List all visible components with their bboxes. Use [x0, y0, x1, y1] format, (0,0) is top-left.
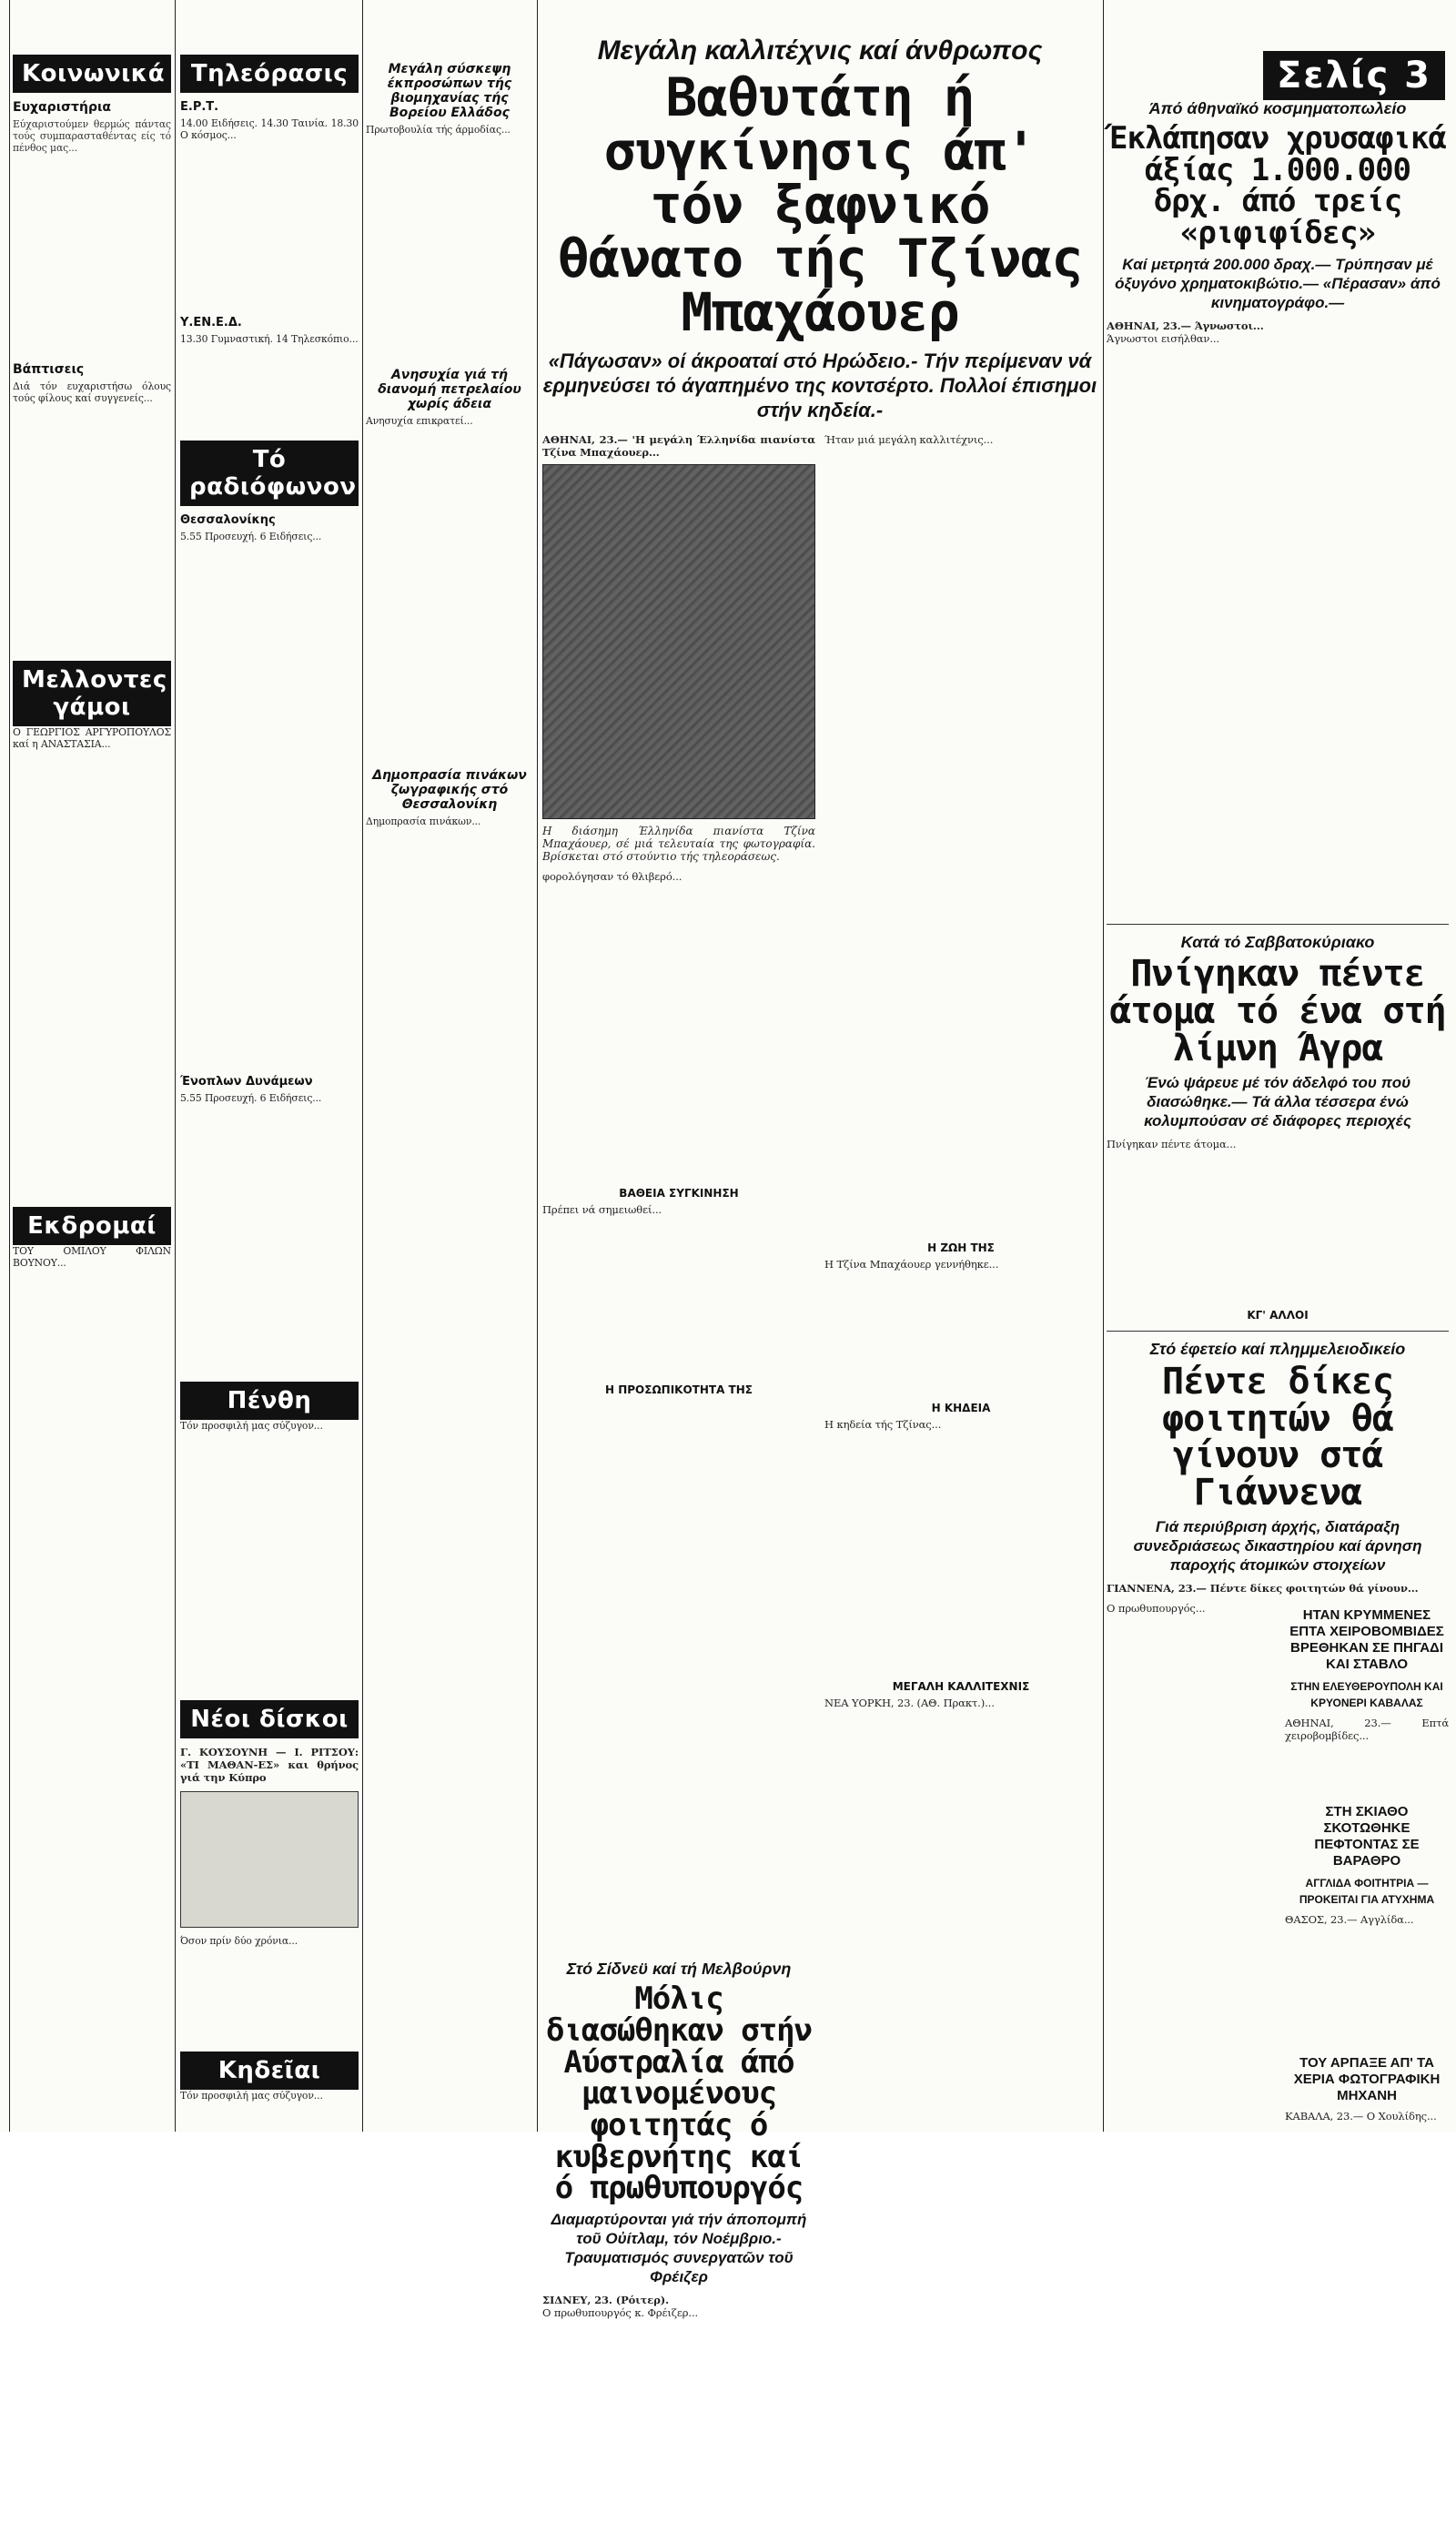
column-rule	[1103, 0, 1104, 2132]
body-text: Δημοπρασία πινάκων...	[366, 816, 481, 827]
story-kicker: Άπό άθηναϊκό κοσμηματοπωλείο	[1148, 99, 1407, 117]
right-column	[1107, 100, 1449, 2210]
tv-schedule: 13.30 Γυμναστική. 14 Τηλεσκόπιο...	[180, 333, 359, 345]
section-header: Κοινωνικά	[13, 55, 171, 93]
box-subhead: ΑΓΓΛΙΔΑ ΦΟΙΤΗΤΡΙΑ — ΠΡΟΚΕΙΤΑΙ ΓΙΑ ΑΤΥΧΗΜΑ	[1299, 1876, 1435, 1906]
box-headline: ΣΤΗ ΣΚΙΑΘΟ ΣΚΟΤΩΘΗΚΕ ΠΕΦΤΟΝΤΑΣ ΣΕ ΒΑΡΑΘΡΟ	[1314, 1803, 1420, 1869]
section-subhead: Ευχαριστήρια	[13, 100, 112, 115]
body-text: Άγνωστοι εισήλθαν...	[1107, 331, 1219, 345]
article-subhead: Ανησυχία γιά τή διανομή πετρελαίου χωρίς άδεια	[378, 368, 521, 411]
box-subhead: ΣΤΗΝ ΕΛΕΥΘΕΡΟΥΠΟΛΗ ΚΑΙ ΚΡΥΟΝΕΡΙ ΚΑΒΑΛΑΣ	[1290, 1679, 1443, 1709]
article-subhead: Η ΚΗΔΕΙΑ	[931, 1402, 991, 1415]
story-deck: «Πάγωσαν» οί άκροαταί στό Ηρώδειο.- Τήν περίμεναν νά ερμηνεύσει τό άγαπημένο της κοντσέρτο. Πολλοί έπισημοι στήν κηδεία.-	[542, 350, 1097, 422]
column-rule	[175, 0, 176, 2132]
photo-caption: Η διάσημη Έλληνίδα πιανίστα Τζίνα Μπαχάουερ, σέ μιά τελευταία της φωτογραφία. Βρίσκεται στό στούντιο τής τηλεοράσεως.	[542, 825, 815, 864]
story-headline: Έκλάπησαν χρυσαφικά άξίας 1.000.000 δρχ. άπό τρείς «ριφιφίδες»	[1109, 119, 1446, 251]
divider	[1107, 1331, 1449, 1332]
body-text: Όσον πρίν δύο χρόνια...	[180, 1935, 298, 1947]
story-headline: Πνίγηκαν πέντε άτομα τό ένα στή λίμνη Άγρα	[1109, 953, 1446, 1070]
body-text: Διά τόν ευχαριστήσω όλους τούς φίλους καί συγγενείς...	[13, 380, 171, 404]
dateline: ΓΙΑΝΝΕΝΑ, 23.— Πέντε δίκες φοιτητών θά γίνουν...	[1107, 1581, 1419, 1595]
body-text: Πνίγηκαν πέντε άτομα...	[1107, 1137, 1237, 1150]
section-header: Τό ραδιόφωνον	[180, 441, 359, 506]
column-tv-radio	[180, 55, 359, 2363]
station-name: Ένοπλων Δυνάμεων	[180, 1075, 313, 1089]
body-text: Πρέπει νά σημειωθεί...	[542, 1203, 662, 1217]
body-text: ΚΑΒΑΛΑ, 23.— Ο Χουλίδης...	[1285, 2109, 1437, 2123]
section-header: Εκδρομαί	[13, 1207, 171, 1245]
body-text: Τόν προσφιλή μας σύζυγον...	[180, 2090, 323, 2102]
body-text: Ο πρωθυπουργός κ. Φρέιζερ...	[542, 2305, 699, 2319]
article-subhead: Η ΠΡΟΣΩΠΙΚΟΤΗΤΑ ΤΗΣ	[605, 1383, 753, 1397]
record-cover-image	[180, 1791, 359, 1928]
section-header: Κηδεῖαι	[180, 2052, 359, 2090]
story-headline: Βαθυτάτη ή συγκίνησις άπ' τόν ξαφνικό θάνατο τής Τζίνας Μπαχάουερ	[557, 66, 1083, 344]
story-deck: Διαμαρτύρονται γιά τήν άποπομπή τοῦ Οὐίτλαμ, τόν Νοέμβριο.- Τραυματισμός συνεργατῶν τοῦ Φρέιζερ	[551, 2210, 807, 2285]
story-kicker: Μεγάλη καλλιτέχνις καί άνθρωπος	[597, 35, 1043, 66]
body-text: Η Τζίνα Μπαχάουερ γεννήθηκε...	[824, 1258, 999, 1272]
body-text: Ήταν μιά μεγάλη καλλιτέχνις...	[824, 433, 994, 447]
section-header: Νέοι δίσκοι	[180, 1700, 359, 1738]
story-deck: Γιά περιύβριση άρχής, διατάραξη συνεδριάσεως δικαστηρίου καί άρνηση παροχής άτομικών στοιχείων	[1133, 1517, 1422, 1574]
page-number-badge: Σελίς 3	[1263, 51, 1445, 100]
section-header: Τηλεόρασις	[180, 55, 359, 93]
body-text: Η κηδεία τής Τζίνας...	[824, 1418, 942, 1432]
article-subhead: Η ΖΩΗ ΤΗΣ	[927, 1241, 995, 1255]
story-deck: Ένώ ψάρευε μέ τόν άδελφό του πού διασώθηκε.— Τά άλλα τέσσερα ένώ κολυμπούσαν σέ διάφορες περιοχές	[1144, 1073, 1411, 1130]
story-headline: Πέντε δίκες φοιτητών θά γίνουν στά Γιάννενα	[1162, 1360, 1393, 1515]
dateline: ΑΘΗΝΑΙ, 23.— Άγνωστοι...	[1107, 319, 1264, 332]
body-text: ΘΑΣΟΣ, 23.— Αγγλίδα...	[1285, 1912, 1414, 1926]
radio-schedule: 5.55 Προσευχή. 6 Ειδήσεις...	[180, 1092, 322, 1104]
body-text: Τόν προσφιλή μας σύζυγον...	[180, 1420, 323, 1432]
section-header: Πένθη	[180, 1382, 359, 1420]
dateline: ΣΙΔΝΕΥ, 23. (Ρόιτερ).	[542, 2293, 669, 2306]
article-subhead: ΚΓ' ΑΛΛΟΙ	[1247, 1308, 1309, 1322]
story-headline: Μόλις διασώθηκαν στήν Αύστραλία άπό μαινομένους φοιτητάς ό κυβερνήτης καί ό πρωθυπουργός	[545, 1981, 813, 2207]
article-subhead: ΒΑΘΕΙΑ ΣΥΓΚΙΝΗΣΗ	[619, 1187, 739, 1201]
channel-name: Υ.ΕΝ.Ε.Δ.	[180, 316, 242, 329]
divider	[1107, 924, 1449, 925]
body-text: Ο πρωθυπουργός...	[1107, 1601, 1206, 1615]
column-rule	[362, 0, 363, 2132]
article-kicker: Μεγάλη σύσκεψη έκπροσώπων τής βιομηχανίας τής Βορείου Ελλάδος	[387, 62, 512, 120]
body-text: ΑΘΗΝΑΙ, 23.— Επτά χειροβομβίδες...	[1285, 1716, 1449, 1742]
pianist-photo	[542, 464, 815, 819]
lead-story	[542, 36, 1097, 2543]
section-subhead: Βάπτισεις	[13, 362, 85, 377]
column-koinonika	[13, 55, 171, 2292]
story-kicker: Στό έφετείο καί πλημμελειοδικείο	[1149, 1339, 1406, 1358]
body-text: φορολόγησαν τό θλιβερό...	[542, 870, 682, 884]
story-kicker: Κατά τό Σαββατοκύριακο	[1180, 932, 1375, 951]
channel-name: Ε.Ρ.Τ.	[180, 100, 219, 114]
column-rule	[537, 0, 538, 2132]
body-text: ΤΟΥ ΟΜΙΛΟΥ ΦΙΛΩΝ ΒΟΥΝΟΥ...	[13, 1245, 171, 1269]
column-mid	[366, 55, 533, 2135]
column-rule	[9, 0, 10, 2132]
station-name: Θεσσαλονίκης	[180, 513, 276, 527]
story-deck: Καί μετρητά 200.000 δραχ.— Τρύπησαν μέ όξυγόνο χρηματοκιβώτιο.— «Πέρασαν» άπό κινηματογράφο.—	[1115, 255, 1441, 311]
article-subhead: Δημοπρασία πινάκων ζωγραφικής στό Θεσσαλονίκη	[372, 768, 527, 812]
radio-schedule: 5.55 Προσευχή. 6 Ειδήσεις...	[180, 531, 322, 542]
section-header: Μελλοντες γάμοι	[13, 661, 171, 726]
box-headline: ΗΤΑΝ ΚΡΥΜΜΕΝΕΣ ΕΠΤΑ ΧΕΙΡΟΒΟΜΒΙΔΕΣ ΒΡΕΘΗΚΑΝ ΣΕ ΠΗΓΑΔΙ ΚΑΙ ΣΤΑΒΛΟ	[1289, 1606, 1444, 1672]
article-subhead: ΜΕΓΑΛΗ ΚΑΛΛΙΤΕΧΝΙΣ	[892, 1680, 1030, 1694]
body-text: Ανησυχία επικρατεί...	[366, 415, 473, 427]
tv-schedule: 14.00 Ειδήσεις. 14.30 Ταινία. 18.30 Ο κόσμος...	[180, 117, 359, 141]
australia-story	[542, 1960, 815, 2543]
dateline: ΑΘΗΝΑΙ, 23.— 'Η μεγάλη Έλληνίδα πιανίστα Τζίνα Μπαχάουερ...	[542, 433, 815, 460]
body-text: Εύχαριστούμεν θερμώς πάντας τούς συμπαρασταθέντας είς τό πένθος μας...	[13, 118, 171, 154]
body-text: Πρωτοβουλία τής άρμοδίας...	[366, 124, 511, 136]
record-title: Γ. ΚΟΥΣΟΥΝΗ — Ι. ΡΙΤΣΟΥ: «ΤΙ ΜΑΘΑΝ-ΕΣ» και θρήνος γιά την Κύπρο	[180, 1746, 359, 1784]
body-text: ΝΕΑ ΥΟΡΚΗ, 23. (ΑΘ. Πρακτ.)...	[824, 1697, 995, 1710]
box-headline: ΤΟΥ ΑΡΠΑΞΕ ΑΠ' ΤΑ ΧΕΡΙΑ ΦΩΤΟΓΡΑΦΙΚΗ ΜΗΧΑΝΗ	[1293, 2054, 1441, 2103]
story-kicker: Στό Σίδνεϋ καί τή Μελβούρνη	[566, 1960, 792, 1979]
body-text: Ο ΓΕΩΡΓΙΟΣ ΑΡΓΥΡΟΠΟΥΛΟΣ καί η ΑΝΑΣΤΑΣΙΑ...	[13, 726, 171, 750]
